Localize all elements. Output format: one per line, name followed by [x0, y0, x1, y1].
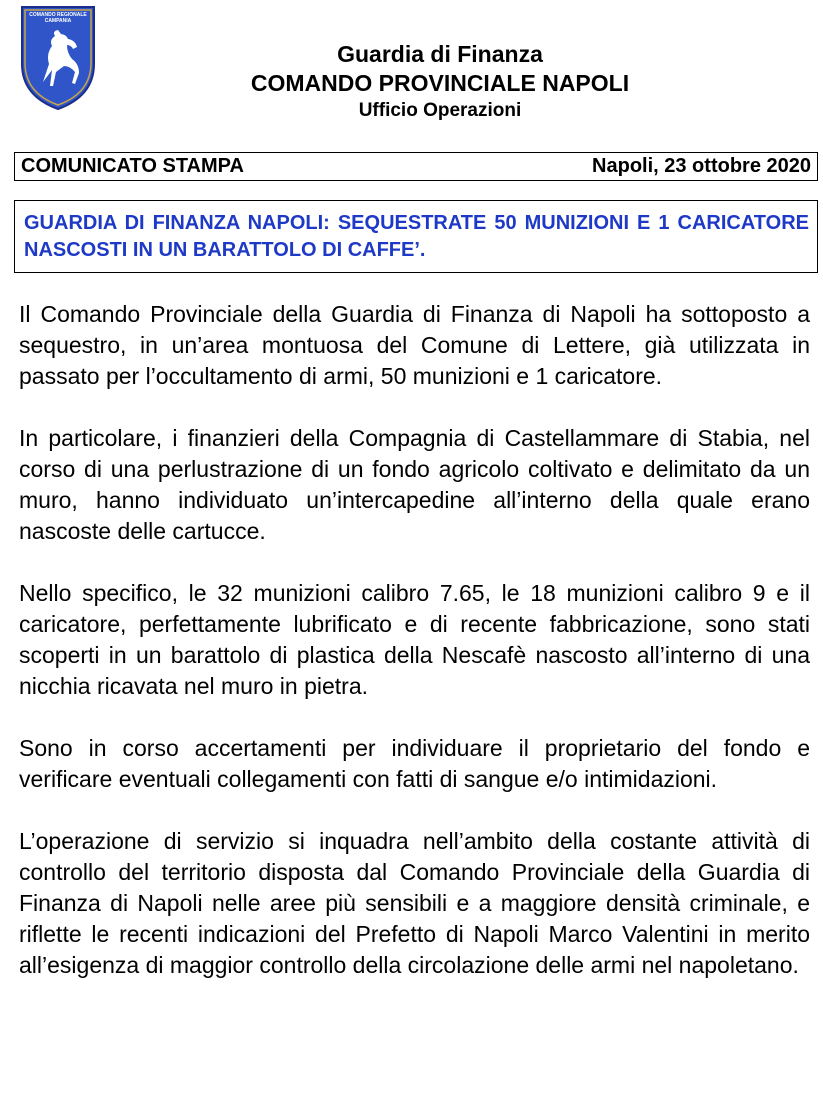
emblem-text-line2: CAMPANIA: [44, 18, 72, 24]
press-release-date: Napoli, 23 ottobre 2020: [592, 155, 811, 177]
paragraph: Sono in corso accertamenti per individuare il proprietario del fondo e verificare eventuali collegamenti con fatti di sangue e/o intimidazioni.: [19, 735, 810, 792]
headline-box: [14, 200, 818, 273]
emblem-text-line1: COMANDO REGIONALE: [29, 12, 87, 18]
paragraph: Nello specifico, le 32 munizioni calibro 7.65, le 18 munizioni calibro 9 e il caricatore, perfettamente lubrificato e di recente fabbricazione, sono stati scoperti in un barattolo di plastica della Nescafè nascosto all’interno di una nicchia ricavata nel muro in pietra.: [19, 580, 810, 699]
paragraph: L’operazione di servizio si inquadra nell’ambito della costante attività di controllo del territorio disposta dal Comando Provinciale della Guardia di Finanza di Napoli nelle aree più sensibili e a maggiore densità criminale, e riflette le recenti indicazioni del Prefetto di Napoli Marco Valentini in merito all’esigenza di maggior controllo della circolazione delle armi nel napoletano.: [19, 828, 810, 978]
press-release-bar: [14, 152, 818, 181]
press-release-label: COMUNICATO STAMPA: [21, 155, 244, 177]
headline: GUARDIA DI FINANZA NAPOLI: SEQUESTRATE 50 MUNIZIONI E 1 CARICATORE NASCOSTI IN UN BARATTOLO DI CAFFE’.: [24, 212, 809, 261]
comando-regionale-campania-emblem: [19, 4, 97, 112]
article-body: [19, 299, 810, 1012]
header-office: Ufficio Operazioni: [358, 100, 522, 121]
header-title: Guardia di Finanza: [337, 41, 543, 67]
paragraph: In particolare, i finanzieri della Compagnia di Castellammare di Stabia, nel corso di una perlustrazione di un fondo agricolo coltivato e delimitato da un muro, hanno individuato un’intercapedine all’interno della quale erano nascoste delle cartucce.: [19, 425, 810, 544]
header-subtitle: COMANDO PROVINCIALE NAPOLI: [250, 70, 630, 96]
paragraph: Il Comando Provinciale della Guardia di Finanza di Napoli ha sottoposto a sequestro, in un’area montuosa del Comune di Lettere, già utilizzata in passato per l’occultamento di armi, 50 munizioni e 1 caricatore.: [19, 301, 810, 389]
